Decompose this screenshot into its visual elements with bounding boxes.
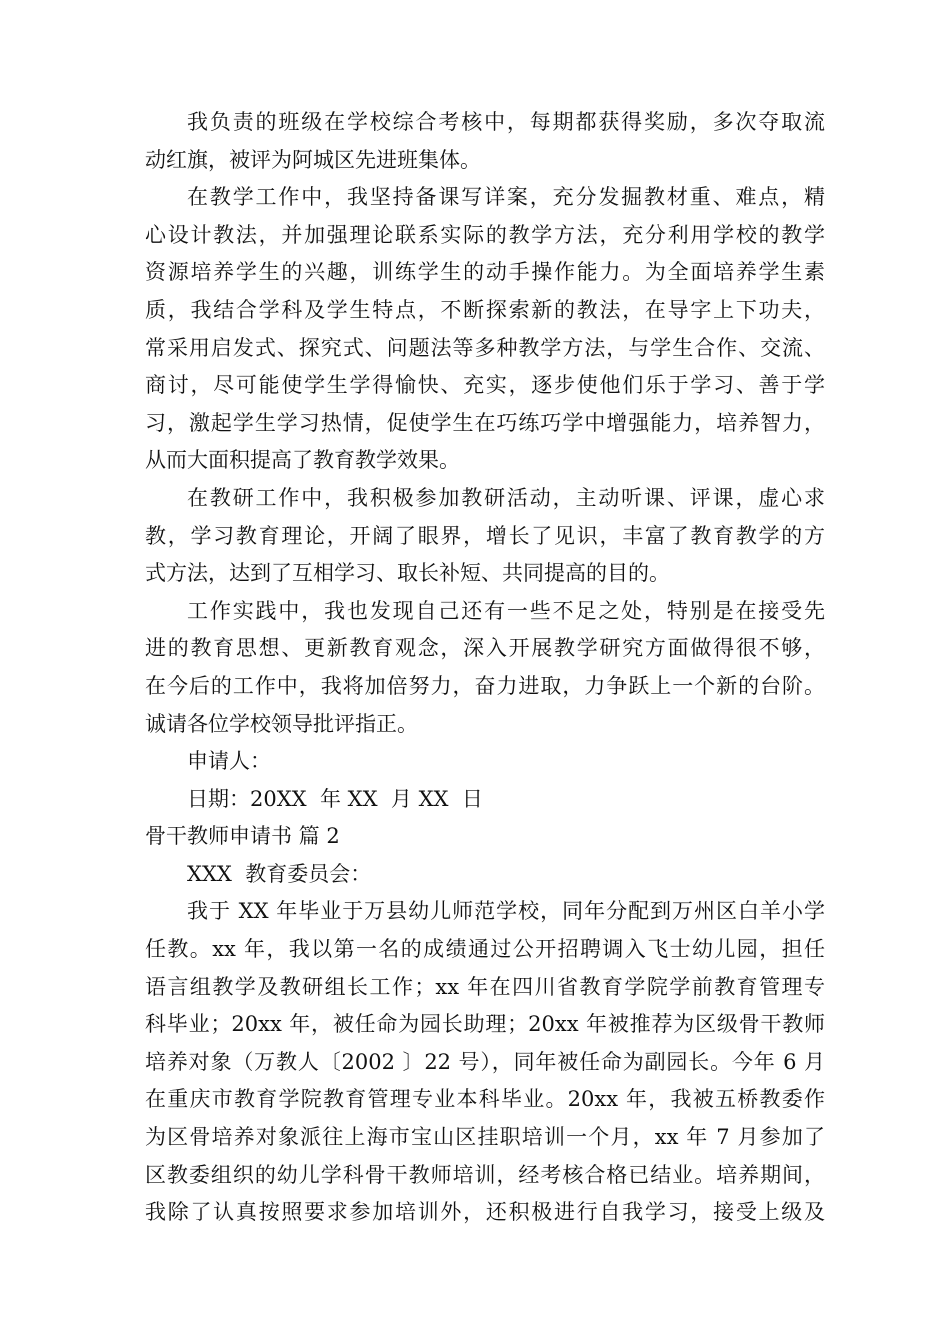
text-line: 语言组教学及教研组长工作；xx 年在四川省教育学院学前教育管理专 (145, 974, 825, 999)
text-line: 在教学工作中，我坚持备课写详案，充分发掘教材重、难点，精 (187, 185, 825, 210)
paragraph-class-honors (145, 104, 825, 179)
text-line: 区教委组织的幼儿学科骨干教师培训，经考核合格已结业。培养期间， (145, 1162, 825, 1187)
text-line: 我除了认真按照要求参加培训外，还积极进行自我学习，接受上级及 (145, 1200, 825, 1225)
text-line: 我负责的班级在学校综合考核中，每期都获得奖励，多次夺取流 (187, 110, 825, 134)
text-line: 资源培养学生的兴趣，训练学生的动手操作能力。为全面培养学生素 (145, 260, 825, 285)
document-body (145, 104, 825, 1232)
text-line: 动红旗，被评为阿城区先进班集体。 (145, 147, 481, 172)
salutation: XXX 教育委员会： (187, 861, 372, 886)
text-line: 为区骨培养对象派往上海市宝山区挂职培训一个月，xx 年 7 月参加了 (145, 1125, 825, 1150)
text-line: 质，我结合学科及学生特点，不断探索新的教法，在导字上下功夫， (145, 297, 825, 322)
text-line: 心设计教法，并加强理论联系实际的教学方法，充分利用学校的教学 (145, 222, 825, 247)
text-line: 进的教育思想、更新教育观念，深入开展教学研究方面做得很不够， (145, 636, 825, 661)
text-line: 习，激起学生学习热情，促使学生在巧练巧学中增强能力，培养智力， (145, 410, 825, 435)
paragraph-personal-history (145, 893, 825, 1231)
text-line: 诚请各位学校领导批评指正。 (145, 711, 418, 736)
text-line: 在重庆市教育学院教育管理专业本科毕业。20xx 年，我被五桥教委作 (145, 1087, 825, 1112)
paragraph-teaching-work (145, 179, 825, 480)
text-line: 科毕业；20xx 年，被任命为园长助理；20xx 年被推荐为区级骨干教师 (145, 1012, 825, 1037)
text-line: 式方法，达到了互相学习、取长补短、共同提高的目的。 (145, 561, 670, 586)
applicant-line: 申请人： (187, 749, 271, 774)
text-line: 培养对象（万教人〔2002 〕22 号），同年被任命为副园长。今年 6 月 (145, 1049, 825, 1074)
text-line: 在今后的工作中，我将加倍努力，奋力进取，力争跃上一个新的台阶。 (145, 673, 825, 698)
text-line: 教，学习教育理论，开阔了眼界，增长了见识，丰富了教育教学的方 (145, 523, 825, 548)
paragraph-shortcomings (145, 593, 825, 743)
section-title: 骨干教师申请书 篇 2 (145, 824, 340, 849)
text-line: 从而大面积提高了教育教学效果。 (145, 448, 460, 473)
text-line: 商讨，尽可能使学生学得愉快、充实，逐步使他们乐于学习、善于学 (145, 373, 825, 398)
text-line: 任教。xx 年，我以第一名的成绩通过公开招聘调入飞士幼儿园，担任 (145, 937, 825, 962)
text-line: 常采用启发式、探究式、问题法等多种教学方法，与学生合作、交流、 (145, 335, 825, 360)
text-line: 在教研工作中，我积极参加教研活动，主动听课、评课，虚心求 (187, 485, 825, 510)
text-line: 我于 XX 年毕业于万县幼儿师范学校，同年分配到万州区白羊小学 (187, 899, 825, 924)
text-line: 工作实践中，我也发现自己还有一些不足之处，特别是在接受先 (187, 598, 825, 623)
date-line: 日期：20XX 年 XX 月 XX 日 (187, 786, 483, 811)
paragraph-research-work (145, 480, 825, 593)
